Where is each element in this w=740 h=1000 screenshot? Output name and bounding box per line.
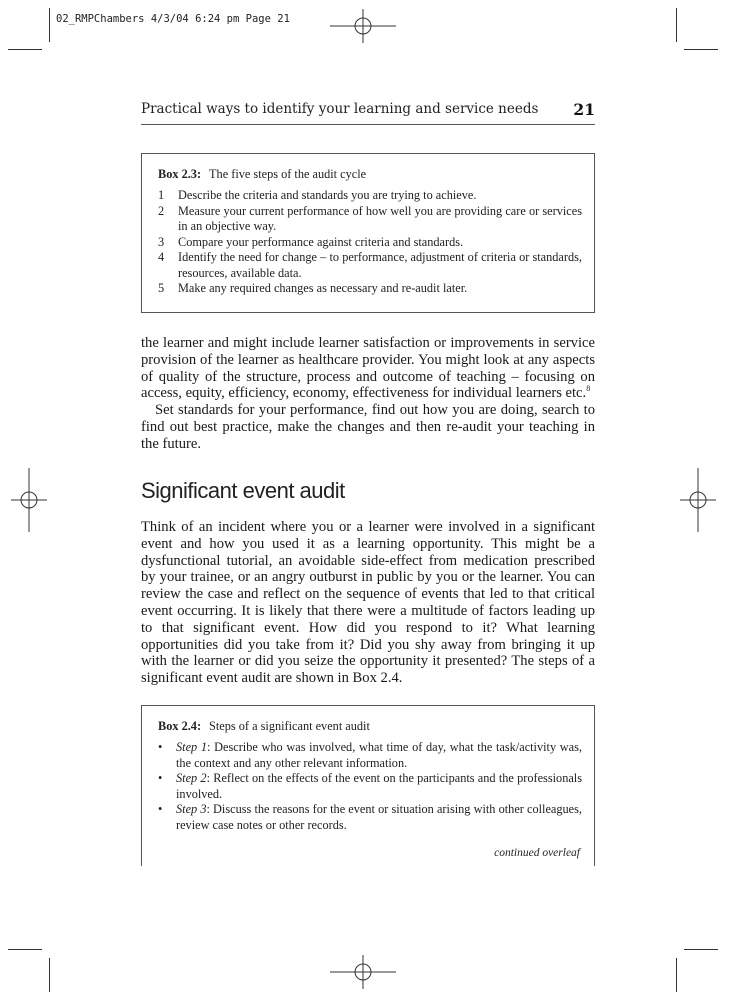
box-2-4-title [158, 719, 370, 735]
box-2-3 [141, 153, 595, 313]
crop-mark-bottom-left-h [8, 949, 42, 950]
step-label: Step 1 [176, 740, 208, 754]
crop-mark-top-left-h [8, 49, 42, 50]
continued-note: continued overleaf [494, 847, 580, 859]
registration-mark-left [11, 468, 47, 532]
audit-cycle-steps [158, 188, 582, 297]
list-item-text: Measure your current performance of how well you are providing care or services in an objective way. [178, 203, 582, 233]
box-2-4-caption: Steps of a significant event audit [209, 719, 370, 733]
body-paragraph-1 [141, 335, 595, 402]
list-marker: 2 [158, 203, 165, 218]
box-2-3-title [158, 167, 366, 183]
list-marker: 1 [158, 188, 165, 202]
list-item [158, 802, 582, 833]
bullet-marker: • [158, 771, 163, 785]
list-item-text: Make any required changes as necessary and re-audit later. [178, 281, 468, 295]
paragraph-text: the learner and might include learner satisfaction or improvements in service provision of the learner as healthcare provider. You might look at any aspects of quality of the structure, process and outcome of teaching – focusing on access, equity, efficiency, economy, effectiveness for individual learners etc. [141, 335, 595, 402]
slug-line: 02_RMPChambers 4/3/04 6:24 pm Page 21 [56, 13, 290, 25]
list-item-text: : Reflect on the effects of the event on the participants and the professionals involved. [176, 771, 582, 801]
significant-event-steps [158, 740, 582, 833]
list-item [158, 771, 582, 802]
crop-mark-bottom-left-v [49, 958, 50, 992]
body-paragraph-2: Set standards for your performance, find out how you are doing, search to find out best practice, make the changes and then re-audit your teaching in the future. [141, 402, 595, 452]
box-2-3-label: Box 2.3: [158, 167, 202, 181]
box-2-3-caption: The five steps of the audit cycle [209, 167, 367, 181]
section-heading: Significant event audit [141, 478, 345, 503]
registration-mark-bottom [330, 955, 396, 989]
crop-mark-bottom-right-v [676, 958, 677, 992]
list-item-text: Identify the need for change – to performance, adjustment of criteria or standards, resources, available data. [178, 250, 582, 280]
list-item-text: : Describe who was involved, what time of day, what the task/activity was, the context and any other relevant information. [176, 740, 582, 770]
box-2-4 [141, 705, 595, 866]
crop-mark-top-left-v [49, 8, 50, 42]
list-item-text: Compare your performance against criteria and standards. [178, 234, 464, 249]
list-item [158, 281, 582, 297]
registration-mark-top [330, 9, 396, 43]
list-marker: 4 [158, 250, 165, 264]
step-label: Step 3 [176, 802, 207, 816]
bullet-marker: • [158, 740, 163, 754]
list-item [158, 250, 582, 281]
list-item [158, 188, 582, 204]
body-paragraph-3: Think of an incident where you or a learner were involved in a significant event and how you used it as a learning opportunity. This might be a dysfunctional tutorial, an avoidable side-effect from medication prescribed by your trainee, or an angry outburst in public by you or the learner. You can review the case and reflect on the sequence of events that led to that critical event occurring. It is likely that there were a multitude of factors leading up to that significant event. How did you respond to it? What learning opportunities did you take from it? Did you shy away from bringing it up with the learner or did you seize the opportunity it presented? The steps of a significant event audit are shown in Box 2.4. [141, 519, 595, 687]
reference-superscript: 8 [586, 384, 591, 394]
bullet-marker: • [158, 802, 163, 816]
crop-mark-top-right-h [684, 49, 718, 50]
step-label: Step 2 [176, 771, 207, 785]
list-item [158, 204, 582, 235]
registration-mark-right [680, 468, 716, 532]
running-header-title: Practical ways to identify your learning and service needs [141, 101, 539, 117]
box-2-4-label: Box 2.4: [158, 719, 202, 733]
running-header [141, 100, 595, 125]
list-item [158, 235, 582, 251]
list-marker: 3 [158, 234, 165, 249]
list-item [158, 740, 582, 771]
list-marker: 5 [158, 281, 165, 295]
page-number: 21 [573, 100, 595, 119]
list-item-text: : Discuss the reasons for the event or situation arising with other colleagues, review case notes or other records. [176, 802, 582, 832]
crop-mark-bottom-right-h [684, 949, 718, 950]
crop-mark-top-right-v [676, 8, 677, 42]
list-item-text: Describe the criteria and standards you are trying to achieve. [178, 188, 477, 202]
